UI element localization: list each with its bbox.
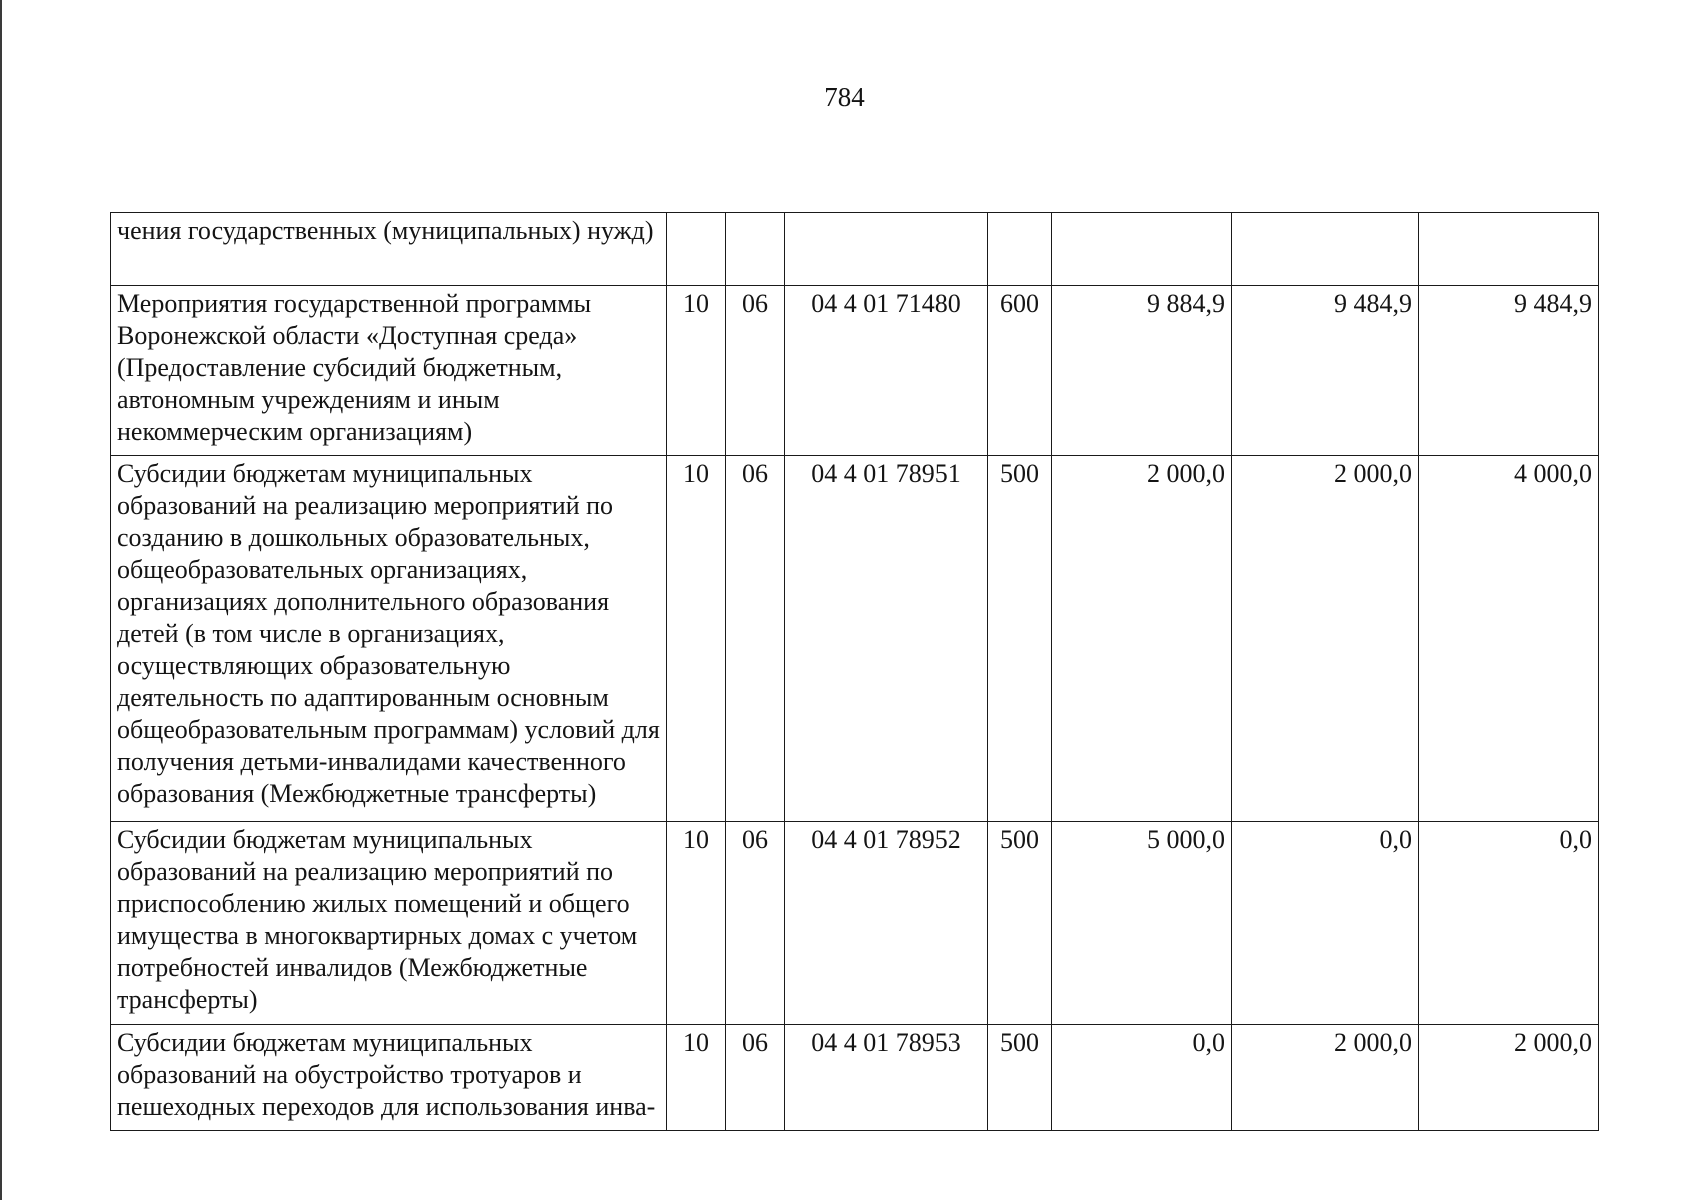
cell-csr: 04 4 01 71480 (785, 286, 988, 456)
cell-csr (785, 213, 988, 286)
cell-sum-3: 2 000,0 (1419, 1025, 1599, 1131)
cell-rz: 10 (667, 456, 726, 822)
cell-sum-1: 2 000,0 (1052, 456, 1232, 822)
cell-name: Субсидии бюджетам муниципальных образований на реализацию мероприятий по приспособлению жилых помещений и общего имущества в многоквартирных домах с учетом потребностей инвалидов (Межбюджетные трансферты) (111, 822, 667, 1025)
cell-sum-3: 4 000,0 (1419, 456, 1599, 822)
cell-name: Субсидии бюджетам муниципальных образований на обустройство тротуаров и пешеходных переходов для использования инва- (111, 1025, 667, 1131)
cell-pr: 06 (726, 456, 785, 822)
cell-sum-1: 9 884,9 (1052, 286, 1232, 456)
cell-sum-2: 0,0 (1232, 822, 1419, 1025)
cell-sum-2: 2 000,0 (1232, 456, 1419, 822)
table-row (111, 1025, 1599, 1131)
cell-csr: 04 4 01 78951 (785, 456, 988, 822)
cell-sum-2: 9 484,9 (1232, 286, 1419, 456)
table-row (111, 286, 1599, 456)
cell-sum-1: 5 000,0 (1052, 822, 1232, 1025)
cell-rz: 10 (667, 286, 726, 456)
cell-sum-1: 0,0 (1052, 1025, 1232, 1131)
cell-sum-1 (1052, 213, 1232, 286)
cell-name: Мероприятия государственной программы Воронежской области «Доступная среда» (Предоставление субсидий бюджетным, автономным учреждениям и иным некоммерческим организациям) (111, 286, 667, 456)
cell-rz: 10 (667, 822, 726, 1025)
cell-csr: 04 4 01 78953 (785, 1025, 988, 1131)
cell-pr (726, 213, 785, 286)
cell-csr: 04 4 01 78952 (785, 822, 988, 1025)
cell-pr: 06 (726, 1025, 785, 1131)
cell-rz: 10 (667, 1025, 726, 1131)
cell-sum-2 (1232, 213, 1419, 286)
cell-sum-3: 0,0 (1419, 822, 1599, 1025)
cell-vr: 500 (988, 456, 1052, 822)
cell-vr (988, 213, 1052, 286)
cell-name: чения государственных (муниципальных) нужд) (111, 213, 667, 286)
cell-vr: 600 (988, 286, 1052, 456)
budget-table (110, 212, 1599, 1131)
cell-pr: 06 (726, 822, 785, 1025)
table-row (111, 822, 1599, 1025)
cell-pr: 06 (726, 286, 785, 456)
cell-vr: 500 (988, 1025, 1052, 1131)
scan-edge (0, 0, 2, 1200)
cell-vr: 500 (988, 822, 1052, 1025)
table-row (111, 213, 1599, 286)
cell-sum-3: 9 484,9 (1419, 286, 1599, 456)
cell-sum-3 (1419, 213, 1599, 286)
table-row (111, 456, 1599, 822)
page-number: 784 (824, 82, 865, 112)
cell-rz (667, 213, 726, 286)
cell-name: Субсидии бюджетам муниципальных образований на реализацию мероприятий по созданию в дошкольных образовательных, общеобразовательных организациях, организациях дополнительного образования детей (в том числе в организациях, осуществляющих образовательную деятельность по адаптированным основным общеобразовательным программам) условий для получения детьми-инвалидами качественного образования (Межбюджетные трансферты) (111, 456, 667, 822)
cell-sum-2: 2 000,0 (1232, 1025, 1419, 1131)
